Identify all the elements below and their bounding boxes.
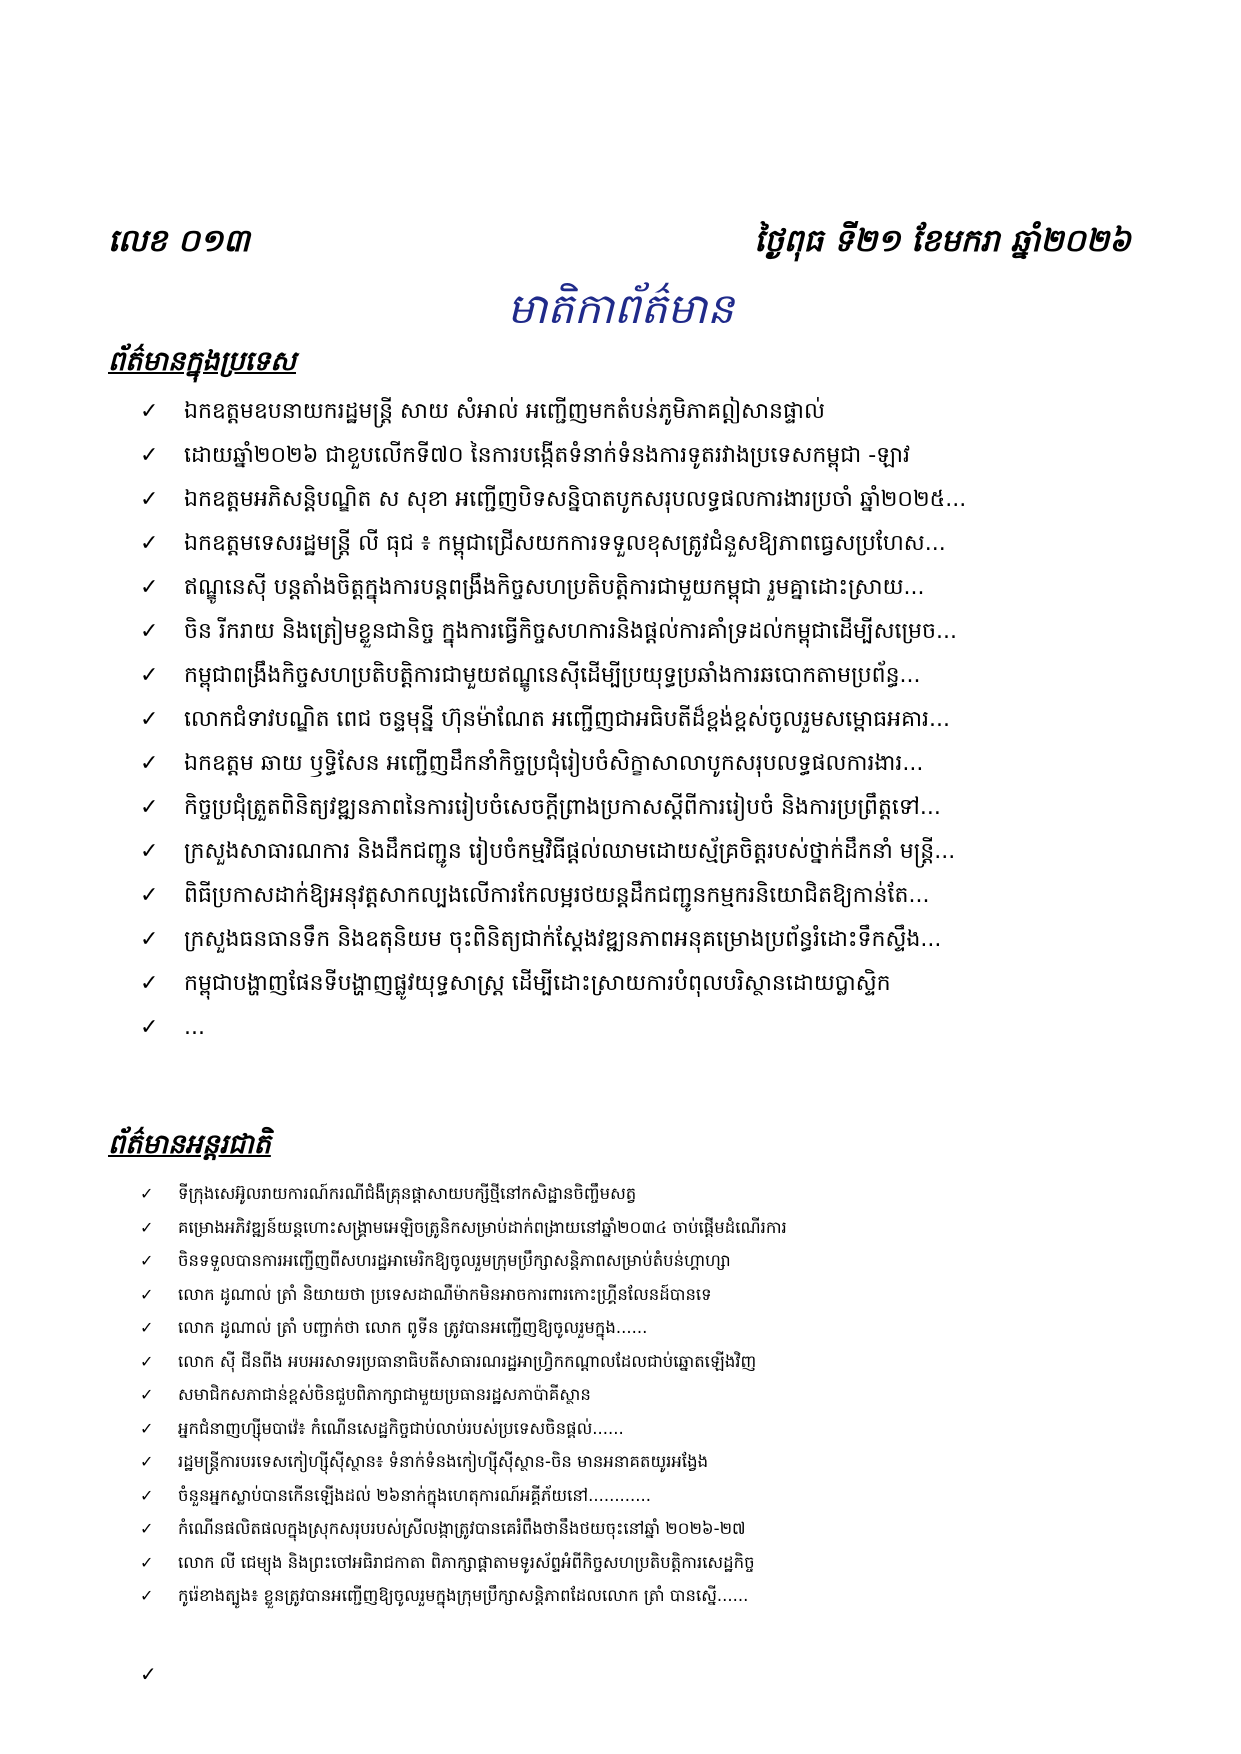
check-icon: ✓ [140,1586,154,1606]
news-headline: ឯកឧត្តមទេសរដ្ឋមន្ត្រី លី ធុជ ៖ កម្ពុជាជ្រើសយកការទទួលខុសត្រូវជំនួសឱ្យភាពធ្វេសប្រហែស... [184,531,946,556]
check-icon: ✓ [140,443,159,468]
news-headline: ឥណ្ឌូនេស៊ី បន្តតាំងចិត្តក្នុងការបន្តពង្រឹងកិច្ចសហប្រតិបត្តិការជាមួយកម្ពុជា រួមគ្នាដោះស្រាយ... [184,575,925,600]
check-icon: ✓ [140,399,159,424]
check-icon: ✓ [140,1184,154,1204]
list-item [140,742,1140,786]
news-headline: ដោយឆ្នាំ២០២៦ ជាខួបលើកទី៧០ នៃការបង្កើតទំនាក់ទំនងការទូតរវាងប្រទេសកម្ពុជា -ឡាវ [184,443,910,468]
news-headline: ចំនួនអ្នកស្លាប់បានកើនឡើងដល់ ២៦នាក់ក្នុងហេតុការណ៍អគ្គីភ័យនៅ............ [178,1485,652,1505]
check-icon: ✓ [140,1552,154,1572]
list-item [140,1311,1140,1345]
news-headline: កំណើនផលិតផលក្នុងស្រុកសរុបរបស់ស្រីលង្កាត្រូវបានគេរំពឹងថានឹងថយចុះនៅឆ្នាំ ២០២៦-២៧ [178,1519,746,1539]
check-icon: ✓ [140,531,159,556]
list-item [140,1177,1140,1211]
list-item [140,1244,1140,1278]
check-icon: ✓ [140,1418,154,1438]
news-headline: ចិនទទួលបានការអញ្ជើញពីសហរដ្ឋអាមេរិកឱ្យចូលរួមក្រុមប្រឹក្សាសន្តិភាពសម្រាប់តំបន់ហ្គាហ្សា [178,1251,731,1271]
list-item [140,786,1140,830]
check-icon: ✓ [140,1284,154,1304]
issue-number: លេខ ០១៣ [108,223,250,259]
news-headline: កម្ពុជាបង្ហាញផែនទីបង្ហាញផ្លូវយុទ្ធសាស្ត្រ ដើម្បីដោះស្រាយការបំពុលបរិស្ថានដោយប្លាស្ទិក [184,971,891,996]
news-headline: លោក លី ជេម្យុង និងព្រះចៅអធិរាជកាតា ពិភាក្សាផ្តាតាមទូរស័ព្ទអំពីកិច្ចសហប្រតិបត្តិការសេដ្ឋកិច្ច [178,1552,755,1572]
check-icon: ✓ [140,883,159,908]
list-item [140,1412,1140,1446]
check-icon: ✓ [140,1485,154,1505]
list-item [140,830,1140,874]
list-item [140,1345,1140,1379]
check-icon: ✓ [140,1519,154,1539]
check-icon: ✓ [140,619,159,644]
news-headline: លោក ដូណាល់ ត្រាំ និយាយថា ប្រទេសដាណឺម៉ាកមិនអាចការពារកោះហ្គ្រីនលែនដ៍បានទេ [178,1284,712,1304]
news-headline: កូរ៉េខាងត្បូង៖ ខ្លួនត្រូវបានអញ្ជើញឱ្យចូលរួមក្នុងក្រុមប្រឹក្សាសន្តិភាពដែលលោក ត្រាំ បានស្នើ...... [178,1586,749,1606]
news-headline: លោកជំទាវបណ្ឌិត ពេជ ចន្ទមុន្នី ហ៊ុនម៉ាណែត អញ្ជើញជាអធិបតីដ៏ខ្ពង់ខ្ពស់ចូលរួមសម្ពោធអគារ... [184,707,950,732]
list-item [140,478,1140,522]
news-headline: ឯកឧត្តម ឆាយ ឫទ្ធិសែន អញ្ជើញដឹកនាំកិច្ចប្រជុំរៀបចំសិក្ខាសាលាបូកសរុបលទ្ធផលការងារ... [184,751,924,776]
check-icon: ✓ [140,971,159,996]
issue-date: ថ្ងៃពុធ ទី២១ ខែមករា ឆ្នាំ២០២៦ [754,223,1131,259]
list-item [140,1278,1140,1312]
list-item [140,434,1140,478]
check-icon: ✓ [140,1015,159,1040]
check-icon: ✓ [140,795,159,820]
list-item [140,654,1140,698]
news-headline: ឯកឧត្តមអភិសន្តិបណ្ឌិត ស សុខា អញ្ជើញបិទសន្និបាតបូកសរុបលទ្ធផលការងារប្រចាំ ឆ្នាំ២០២៥... [184,487,967,512]
check-icon: ✓ [140,707,159,732]
section-heading-national: ព័ត៌មានក្នុងប្រទេស [108,346,296,377]
check-icon: ✓ [140,1662,157,1686]
news-headline: គម្រោងអភិវឌ្ឍន៍យន្តហោះសង្គ្រាមអេឡិចត្រូនិកសម្រាប់ដាក់ពង្រាយនៅឆ្នាំ២០៣៤ ចាប់ផ្តើមដំណើរការ [178,1217,787,1237]
list-item [140,1579,1140,1613]
list-item [140,1445,1140,1479]
list-item [140,1546,1140,1580]
national-news-list [140,390,1140,1050]
check-icon: ✓ [140,1385,154,1405]
news-headline: ក្រសួងសាធារណការ និងដឹកជញ្ជូន រៀបចំកម្មវិធីផ្តល់ឈាមដោយស្ម័គ្រចិត្តរបស់ថ្នាក់ដឹកនាំ មន្ត្រី... [184,839,956,864]
check-icon: ✓ [140,663,159,688]
news-headline: ទីក្រុងសេអ៊ូលរាយការណ៍ករណីជំងឺគ្រុនផ្តាសាយបក្សីថ្មីនៅកសិដ្ឋានចិញ្ចឹមសត្វ [178,1184,637,1204]
check-icon: ✓ [140,575,159,600]
news-headline: ចិន រីករាយ និងត្រៀមខ្លួនជានិច្ច ក្នុងការធ្វើកិច្ចសហការនិងផ្តល់ការគាំទ្រដល់កម្ពុជាដើម្បីសម្រេច... [184,619,957,644]
list-item [140,1378,1140,1412]
check-icon: ✓ [140,487,159,512]
check-icon: ✓ [140,1251,154,1271]
list-item [140,522,1140,566]
check-icon: ✓ [140,839,159,864]
list-item [140,390,1140,434]
page-title: មាតិកាព័ត៌មាន [507,284,734,333]
check-icon: ✓ [140,927,159,952]
check-icon: ✓ [140,1318,154,1338]
list-item [140,1006,1140,1050]
news-headline: រដ្ឋមន្ត្រីការបរទេសកៀហ្ស៊ីស៊ីស្ថាន៖ ទំនាក់ទំនងកៀហ្ស៊ីស៊ីស្ថាន-ចិន មានអនាគតយូរអង្វែង [178,1452,709,1472]
list-item [140,962,1140,1006]
list-item [140,1479,1140,1513]
check-icon: ✓ [140,1452,154,1472]
check-icon: ✓ [140,1217,154,1237]
list-item [140,566,1140,610]
news-headline: កម្ពុជាពង្រឹងកិច្ចសហប្រតិបត្តិការជាមួយឥណ្ឌូនេស៊ីដើម្បីប្រយុទ្ធប្រឆាំងការឆបោកតាមប្រព័ន្ធ... [184,663,921,688]
news-headline: លោក ដូណាល់ ត្រាំ បញ្ជាក់ថា លោក ពូទីន ត្រូវបានអញ្ជើញឱ្យចូលរួមក្នុង...... [178,1318,648,1338]
section-heading-international: ព័ត៌មានអន្តរជាតិ [108,1129,271,1160]
news-headline: ឯកឧត្តមឧបនាយករដ្ឋមន្ត្រី សាយ សំអាល់ អញ្ជើញមកតំបន់ភូមិភាគឦសានផ្ទាល់ [184,399,825,424]
news-headline: ... [184,1015,205,1040]
news-headline: សមាជិកសភាជាន់ខ្ពស់ចិនជួបពិភាក្សាជាមួយប្រធានរដ្ឋសភាប៉ាគីស្ថាន [178,1385,591,1405]
list-item [140,918,1140,962]
news-headline: ក្រសួងធនធានទឹក និងឧតុនិយម ចុះពិនិត្យជាក់ស្តែងវឌ្ឍនភាពអនុគម្រោងប្រព័ន្ធរំដោះទឹកស្ទឹង... [184,927,942,952]
news-headline: អ្នកជំនាញហ្ស៊ីមបាវ៉េ៖ កំណើនសេដ្ឋកិច្ចជាប់លាប់របស់ប្រទេសចិនផ្តល់...... [178,1418,624,1438]
news-headline: កិច្ចប្រជុំត្រួតពិនិត្យវឌ្ឍនភាពនៃការរៀបចំសេចក្តីព្រាងប្រកាសស្តីពីការរៀបចំ និងការប្រព្រឹត្តទៅ... [184,795,941,820]
international-news-list [140,1177,1140,1613]
check-icon: ✓ [140,1351,154,1371]
list-item [140,1211,1140,1245]
list-item [140,698,1140,742]
news-headline: លោក ស៊ី ជីនពីង អបអរសាទរប្រធានាធិបតីសាធារណរដ្ឋអាហ្វ្រិកកណ្តាលដែលជាប់ឆ្នោតឡើងវិញ [178,1351,757,1371]
list-item [140,1512,1140,1546]
list-item [140,610,1140,654]
news-headline: ពិធីប្រកាសដាក់ឱ្យអនុវត្តសាកល្បងលើការកែលម្អរថយន្តដឹកជញ្ជូនកម្មករនិយោជិតឱ្យកាន់តែ... [184,883,930,908]
list-item [140,874,1140,918]
check-icon: ✓ [140,751,159,776]
